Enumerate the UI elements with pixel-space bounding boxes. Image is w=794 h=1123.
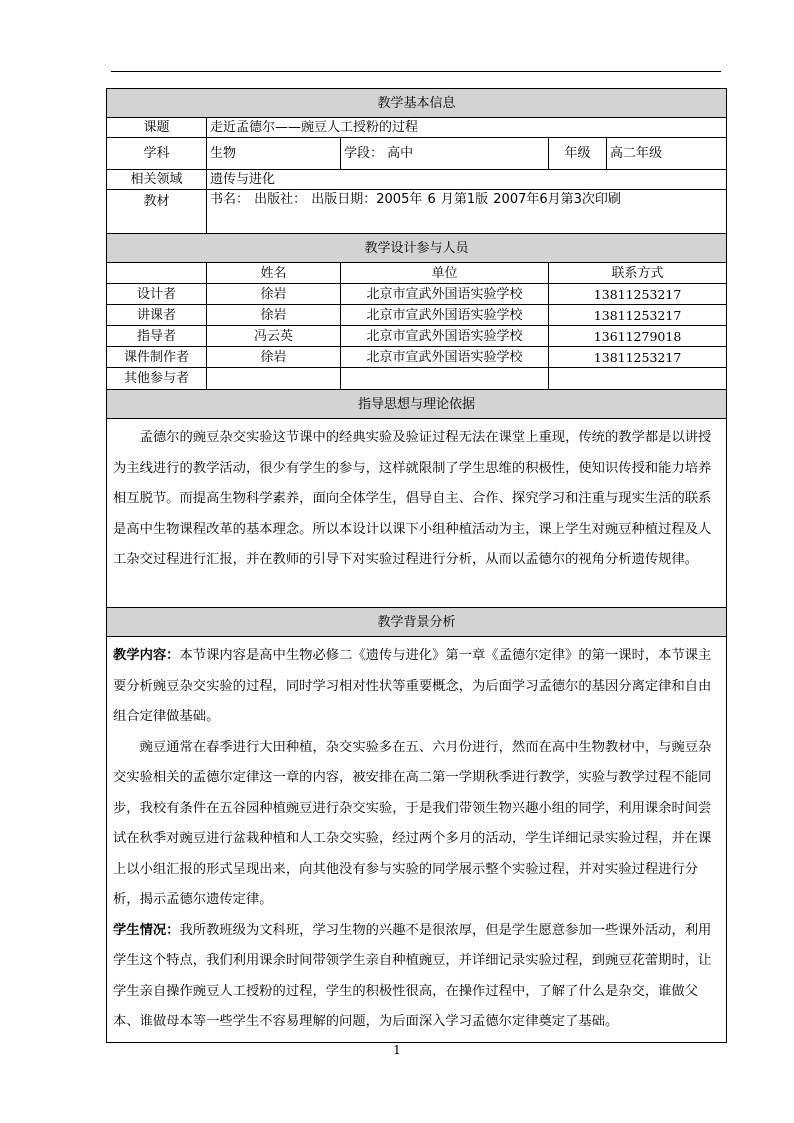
people-header-row [107,263,727,284]
teaching-content-text: 本节课内容是高中生物必修二《遗传与进化》第一章《孟德尔定律》的第一课时，本节课主要分析豌豆杂交实验的过程，同时学习相对性状等重要概念，为后面学习孟德尔的基因分离定律和自由组合定律做基础。 [113,648,712,724]
section-header-basic [107,89,727,118]
lesson-plan-table [106,88,727,1043]
col-header-contact: 联系方式 [549,263,727,284]
course-value: 走近孟德尔——豌豆人工授粉的过程 [207,118,727,138]
field-row [107,170,727,190]
background-paragraph: 豌豆通常在春季进行大田种植，杂交实验多在五、六月份进行，然而在高中生物教材中，与豌豆杂交实验相关的孟德尔定律这一章的内容，被安排在高二第一学期秋季进行教学，实验与教学过程不能同步，我校有条件在五谷园种植豌豆进行杂交实验，于是我们带领生物兴趣小组的同学，利用课余时间尝试在秋季对豌豆进行盆栽种植和人工杂交实验，经过两个多月的活动，学生详细记录实验过程，并在课上以小组汇报的形式呈现出来，向其他没有参与实验的同学展示整个实验过程，并对实验过程进行分析，揭示孟德尔遗传定律。 [113,739,712,907]
name-cell: 徐岩 [207,347,341,368]
section-header-background [107,608,727,637]
section-header-guidance [107,390,727,419]
subject-value: 生物 [207,138,341,170]
guidance-row [107,419,727,608]
page-number: 1 [393,1043,401,1057]
stage-text: 学段： 高中 [341,138,549,170]
course-row [107,118,727,138]
textbook-value: 书名： 出版社： 出版日期：2005年 6 月第1版 2007年6月第3次印刷 [207,190,727,234]
teaching-content-paragraph [113,641,722,733]
name-cell: 徐岩 [207,284,341,305]
col-header [107,263,207,284]
subject-row [107,138,727,170]
table-row [107,347,727,368]
textbook-label: 教材 [107,190,207,234]
name-cell: 冯云英 [207,326,341,347]
table-row [107,305,727,326]
contact-cell: 13811253217 [549,347,727,368]
subject-label: 学科 [107,138,207,170]
role-cell: 其他参与者 [107,368,207,390]
col-header-name: 姓名 [207,263,341,284]
guidance-text: 孟德尔的豌豆杂交实验这节课中的经典实验及验证过程无法在课堂上重现，传统的教学都是以讲授为主线进行的教学活动，很少有学生的参与，这样就限制了学生思维的积极性，使知识传授和能力培养相互脱节。而提高生物科学素养，面向全体学生，倡导自主、合作、探究学习和注重与现实生活的联系是高中生物课程改革的基本理念。所以本设计以课下小组种植活动为主，课上学生对豌豆种植过程及人工杂交过程进行汇报，并在教师的引导下对实验过程进行分析，从而以孟德尔的视角分析遗传规律。 [113,430,712,567]
role-cell: 课件制作者 [107,347,207,368]
contact-cell [549,368,727,390]
role-cell: 指导者 [107,326,207,347]
section-header-people [107,234,727,263]
section-title: 教学背景分析 [107,608,727,637]
table-row [107,368,727,390]
section-title: 指导思想与理论依据 [107,390,727,419]
unit-cell [341,368,549,390]
contact-cell: 13811253217 [549,305,727,326]
course-label: 课题 [107,118,207,138]
col-header-unit: 单位 [341,263,549,284]
unit-cell: 北京市宣武外国语实验学校 [341,305,549,326]
contact-cell: 13611279018 [549,326,727,347]
header-rule [111,71,721,72]
name-cell: 徐岩 [207,305,341,326]
student-text: 我所教班级为文科班，学习生物的兴趣不是很浓厚，但是学生愿意参加一些课外活动，利用学生这个特点，我们利用课余时间带领学生亲自种植豌豆，并详细记录实验过程，到豌豆花蕾期时，让学生亲自操作豌豆人工授粉的过程，学生的积极性很高，在操作过程中，了解了什么是杂交，谁做父本、谁做母本等一些学生不容易理解的问题，为后面深入学习孟德尔定律奠定了基础。 [113,922,712,1029]
student-label: 学生情况： [113,922,180,938]
unit-cell: 北京市宣武外国语实验学校 [341,326,549,347]
table-row [107,326,727,347]
section-title: 教学基本信息 [107,89,727,118]
background-cell [107,637,727,1043]
grade-value: 高二年级 [607,138,727,170]
role-cell: 讲课者 [107,305,207,326]
textbook-row [107,190,727,234]
unit-cell: 北京市宣武外国语实验学校 [341,347,549,368]
grade-label: 年级 [549,138,607,170]
role-cell: 设计者 [107,284,207,305]
contact-cell: 13811253217 [549,284,727,305]
teaching-content-label: 教学内容： [113,648,180,663]
field-label: 相关领域 [107,170,207,190]
name-cell [207,368,341,390]
student-paragraph [113,916,722,1038]
table-row [107,284,727,305]
section-title: 教学设计参与人员 [107,234,727,263]
guidance-cell [107,419,727,608]
background-row [107,637,727,1043]
unit-cell: 北京市宣武外国语实验学校 [341,284,549,305]
field-value: 遗传与进化 [207,170,727,190]
